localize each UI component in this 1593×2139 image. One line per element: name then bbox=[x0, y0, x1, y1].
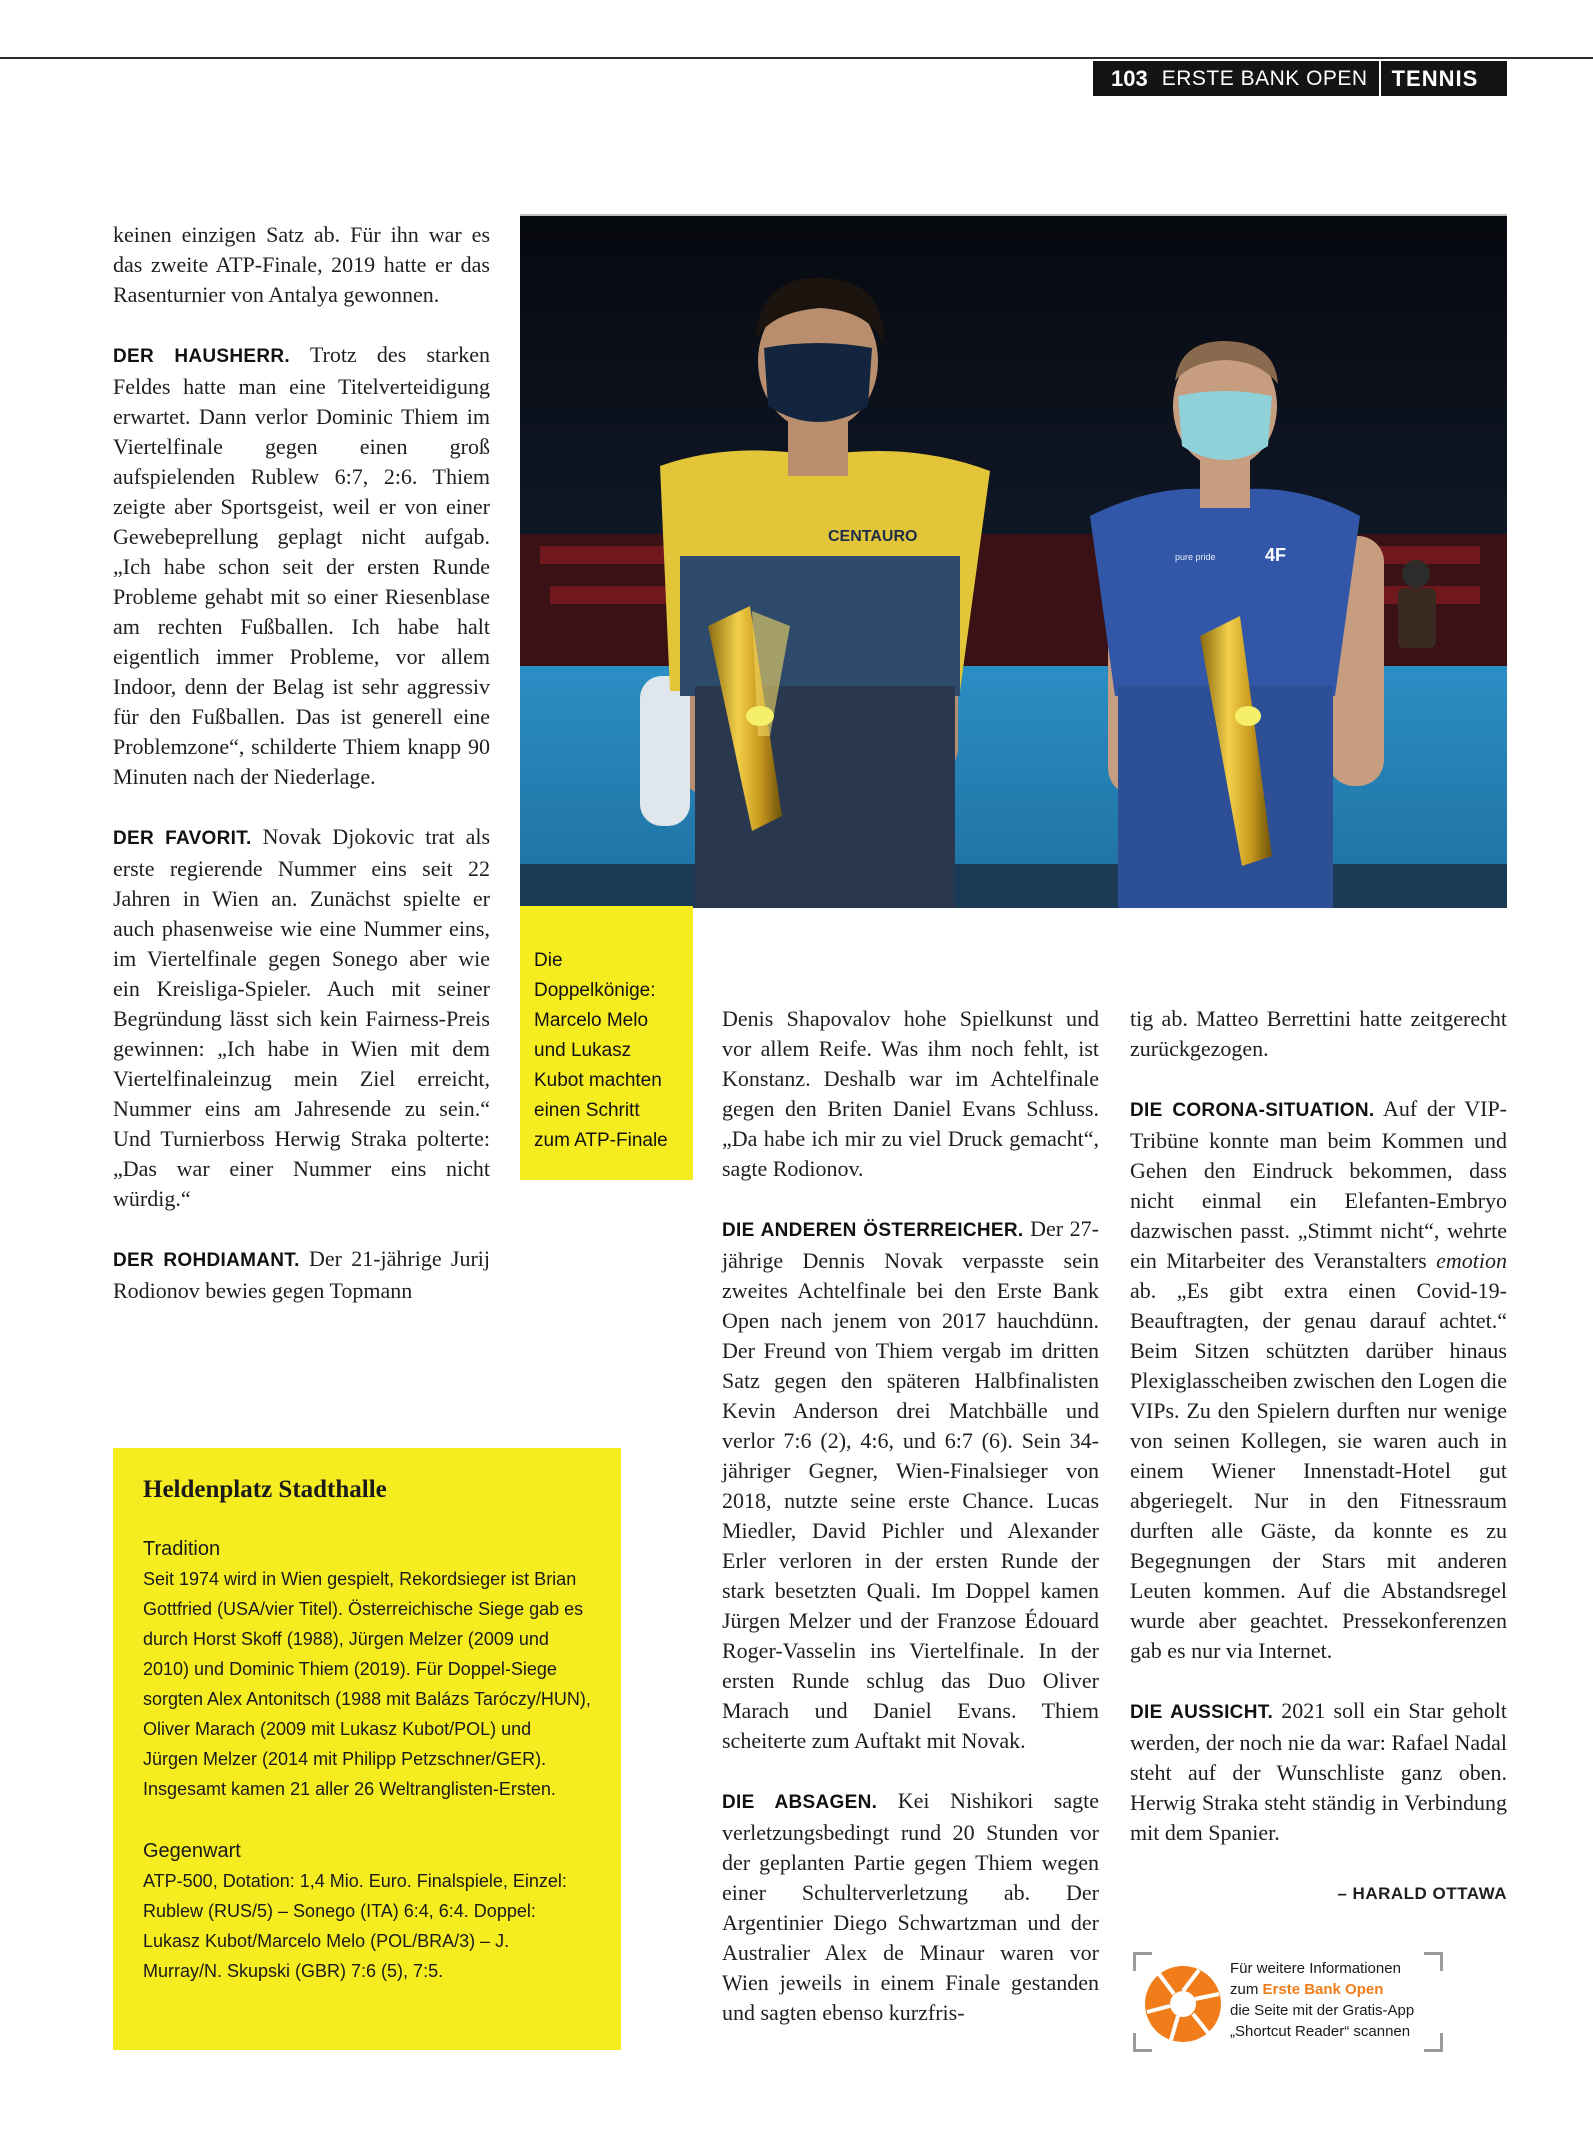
paragraph-text: 2021 soll ein Star geholt werden, der noch nie da war: Rafael Nadal steht auf der Wunschliste ganz oben. Herwig Straka steht ständig in Verbindung mit dem Spanier. bbox=[1130, 1698, 1508, 1845]
author-byline: – HARALD OTTAWA bbox=[1337, 1884, 1507, 1903]
info-box-heading: Gegenwart bbox=[143, 1840, 241, 1862]
right-shirt-brand: 4F bbox=[1265, 545, 1287, 565]
section-kicker: DIE ABSAGEN. bbox=[722, 1792, 878, 1813]
page-header bbox=[1093, 61, 1507, 96]
paragraph bbox=[1130, 1696, 1507, 1848]
top-rule bbox=[0, 57, 1593, 59]
page-number: 103 bbox=[1111, 65, 1148, 91]
section-kicker: DIE AUSSICHT. bbox=[1130, 1702, 1274, 1723]
paragraph bbox=[722, 1214, 1099, 1756]
paragraph-text: Novak Djokovic trat als erste regierende Nummer eins seit 22 Jahren in Wien an. Zunächst spielte er auch phasenweise wie eine Nummer eins, im Viertelfinale gegen Sonego aber wie ein Kreisliga-Spieler. Auch mit seiner Begründung lässt sich kein Fairness-Preis gewinnen: „Ich habe in Wien mit dem Viertelfinaleinzug mein Ziel erreicht, Nummer eins am Jahresende zu sein.“ Und Turnierboss Herwig Straka polterte: „Das war einer Nummer eins nicht würdig.“ bbox=[113, 824, 491, 1211]
left-shirt-text: CENTAURO bbox=[828, 528, 918, 545]
section-name: ERSTE BANK OPEN bbox=[1161, 66, 1368, 90]
article-column-3 bbox=[1130, 1004, 1507, 1878]
info-box bbox=[113, 1448, 621, 2050]
section-kicker: DER HAUSHERR. bbox=[113, 346, 290, 367]
info-box-text: Seit 1974 wird in Wien gespielt, Rekordsieger ist Brian Gottfried (USA/vier Titel). Österreichische Siege gab es durch Horst Skoff (1988), Jürgen Melzer (2009 und 2010) und Dominic Thiem (2019). Für Doppel-Siege sorgten Alex Antonitsch (1988 mit Balázs Taróczy/HUN), Oliver Marach (2009 mit Lukasz Kubot/POL) und Jürgen Melzer (2014 mit Philipp Petzschner/GER). Insgesamt kamen 21 aller 26 Weltranglisten-Ersten. bbox=[143, 1569, 591, 1799]
category-name: TENNIS bbox=[1391, 65, 1479, 91]
info-box-heading: Tradition bbox=[143, 1538, 221, 1560]
paragraph-text: Trotz des starken Feldes hatte man eine Titelverteidigung erwartet. Dann verlor Dominic Thiem im Viertelfinale gegen einen groß aufspielenden Rublew 6:7, 2:6. Thiem zeigte aber Sportsgeist, weil er von einer Gewebeprellung geplagt nicht aufgab. „Ich habe schon seit der ersten Runde Probleme gehabt mit so einer Riesenblase am rechten Fußballen. Ich habe halt eigentlich immer Probleme, vor allem Indoor, denn der Belag ist sehr aggressiv für den Fußballen. Das ist generell eine Problemzone“, schilderte Thiem knapp 90 Minuten nach der Niederlage. bbox=[113, 342, 491, 789]
article-photo bbox=[520, 214, 1507, 908]
emphasis: emotion bbox=[1436, 1248, 1507, 1273]
paragraph bbox=[113, 822, 490, 1214]
article-column-2 bbox=[722, 1004, 1099, 2058]
paragraph bbox=[113, 1244, 490, 1306]
photo-caption: Die Doppelkönige: Marcelo Melo und Lukasz Kubot machten einen Schritt zum ATP-Finale bbox=[520, 906, 693, 1180]
section-kicker: DIE ANDEREN ÖSTERREICHER. bbox=[722, 1220, 1024, 1241]
info-box-title: Heldenplatz Stadthalle bbox=[143, 1476, 387, 1503]
section-kicker: DIE CORONA-SITUATION. bbox=[1130, 1100, 1375, 1121]
photo-doubles-champions bbox=[520, 216, 1507, 908]
section-kicker: DER FAVORIT. bbox=[113, 828, 252, 849]
paragraph-text: Der 27-jährige Dennis Novak verpasste sein zweites Achtelfinale bei den Erste Bank Open nach jenem von 2017 hauchdünn. Der Freund von Thiem vergab im dritten Satz gegen den späteren Halbfinalisten Kevin Anderson drei Matchbälle und verlor 7:6 (2), 4:6, und 6:7 (6). Sein 34-jähriger Gegner, Wien-Finalsieger von 2018, nutzte seine erste Chance. Lucas Miedler, David Pichler und Alexander Erler verloren in der ersten Runde der stark besetzten Quali. Im Doppel kamen Jürgen Melzer und der Franzose Édouard Roger-Vasselin ins Viertelfinale. In der ersten Runde schlug das Duo Oliver Marach und Daniel Evans. Thiem scheiterte zum Auftakt mit Novak. bbox=[722, 1216, 1099, 1753]
shortcut-line: „Shortcut Reader“ scannen bbox=[1230, 2023, 1411, 2040]
paragraph-text: Auf der VIP-Tribüne konnte man beim Kommen und Gehen den Eindruck bekommen, dass nicht einmal ein Elefanten-Embryo dazwischen passt. „Stimmt nicht“, wehrte ein Mitarbeiter des Veranstalters bbox=[1130, 1096, 1508, 1273]
shortcut-brand: Erste Bank Open bbox=[1262, 1981, 1384, 1998]
shortcut-aperture-icon bbox=[1143, 1964, 1223, 2044]
info-box-text: ATP-500, Dotation: 1,4 Mio. Euro. Finalspiele, Einzel: Rublew (RUS/5) – Sonego (ITA) 6:4, 6:4. Doppel: Lukasz Kubot/Marcelo Melo (POL/BRA/3) – J. Murray/N. Skupski (GBR) 7:6 (5), 7:5. bbox=[143, 1871, 567, 1981]
paragraph bbox=[1130, 1094, 1507, 1666]
paragraph-text: Der 21-jährige Jurij Rodionov bewies gegen Topmann bbox=[113, 1246, 491, 1303]
shortcut-text bbox=[1230, 1958, 1440, 2042]
paragraph bbox=[722, 1786, 1099, 2028]
paragraph-text: ab. „Es gibt extra einen Covid-19-Beauftragten, der genau darauf achtet.“ Beim Sitzen schützten darüber hinaus Plexiglasscheiben zwischen den Logen die VIPs. Zu den Spielern durften nur wenige von seinen Kollegen, sie waren auch in einem Wiener Innenstadt-Hotel gut abgeriegelt. Nur in den Fitnessraum durften alle Gäste, da konnte es zu Begegnungen der Stars mit anderen Leuten kommen. Auf die Abstandsregel wurde aber geachtet. Pressekonferenzen gab es nur via Internet. bbox=[1130, 1278, 1507, 1663]
right-shirt-sponsor: pure pride bbox=[1175, 552, 1216, 562]
header-divider bbox=[1379, 61, 1381, 96]
paragraph: Denis Shapovalov hohe Spielkunst und vor allem Reife. Was ihm noch fehlt, ist Konstanz. Deshalb war im Achtelfinale gegen den Briten Daniel Evans Schluss. „Da habe ich mir zu viel Druck gemacht“, sagte Rodionov. bbox=[722, 1006, 1099, 1181]
shortcut-line: Für weitere Informationen bbox=[1230, 1960, 1401, 1977]
shortcut-reader-box bbox=[1133, 1952, 1443, 2052]
paragraph: keinen einzigen Satz ab. Für ihn war es das zweite ATP-Finale, 2019 hatte er das Rasenturnier von Antalya gewonnen. bbox=[113, 222, 490, 307]
shortcut-line: zum Erste Bank Open bbox=[1230, 1981, 1384, 1998]
paragraph bbox=[113, 340, 490, 792]
paragraph-text: Kei Nishikori sagte verletzungsbedingt rund 20 Stunden vor der geplanten Partie gegen Thiem wegen einer Schulterverletzung ab. Der Argentinier Diego Schwartzman und der Australier Alex de Minaur waren vor Wien jeweils in einem Finale gestanden und sagten ebenso kurzfris- bbox=[722, 1788, 1099, 2025]
shortcut-line: die Seite mit der Gratis-App bbox=[1230, 2002, 1415, 2019]
article-column-1 bbox=[113, 220, 490, 1336]
paragraph: tig ab. Matteo Berrettini hatte zeitgerecht zurückgezogen. bbox=[1130, 1006, 1507, 1061]
section-kicker: DER ROHDIAMANT. bbox=[113, 1250, 300, 1271]
